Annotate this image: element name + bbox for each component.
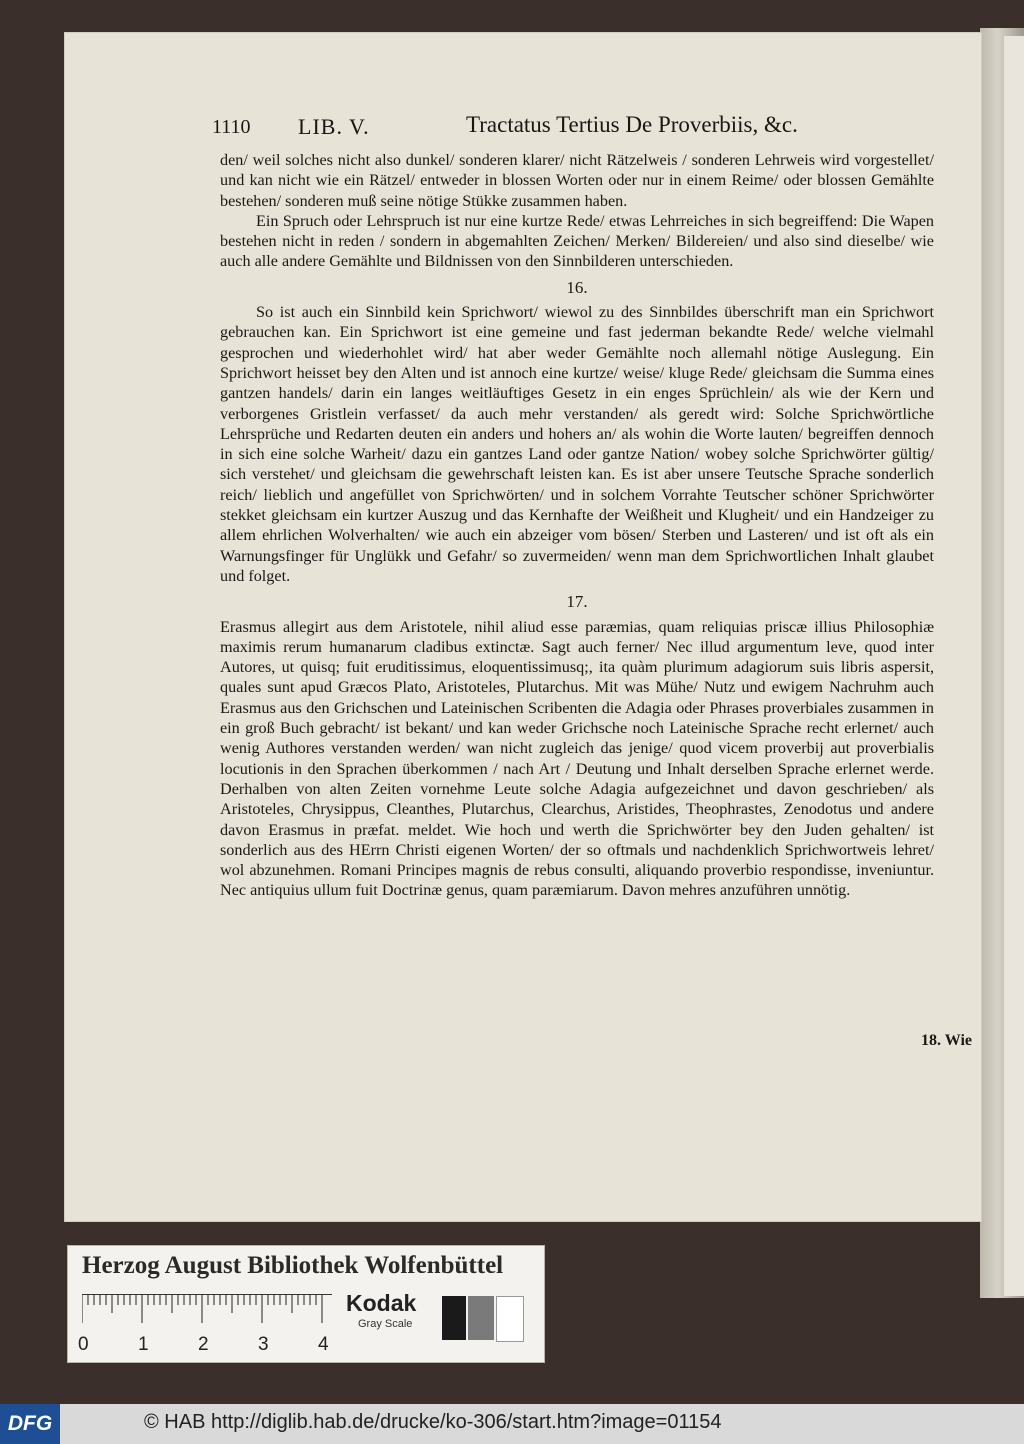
- dfg-logo: DFG: [0, 1404, 60, 1444]
- paragraph: So ist auch ein Sinnbild kein Sprichwort/ wiewol zu des Sinnbildes überschrift man ein Sprichwort gebrauchen kan. Ein Sprichwort ist eine gemeine und fast jederman bekandte Rede/ welche vielmahl gesprochen und wiederhohlet wird/ hat aber weder Gemählte noch allemahl nötige Auslegung. Ein Sprichwort heisset bey den Alten und ist annoch eine kurtze/ weise/ kluge Rede/ gleichsam die Summa eines gantzen handels/ darin ein langes weitläuftiges Gesetz in ein enges Sprüchlein/ als wie der Kern und verborgenes Gristlein verfasset/ da auch mehr verstanden/ als geredt wird: Solche Sprichwörtliche Lehrsprüche und Redarten deuten ein anders und hohers an/ als wohin die Worte lauten/ begreiffen dennoch in sich eine solche Warheit/ dazu ein gantzes Land oder gantze Nation/ wobey solche Sprichwörter gültig/ sich verstehet/ und gleichsam die gewehrschaft leisten kan. Es ist aber unsere Teutsche Sprache sonderlich reich/ lieblich und angefüllet von Sprichwörten/ und in solchem Vorrahte Teutscher schöner Sprichwörter stekket gleichsam ein kurtzer Auszug und das Kernhafte der Weißheit und Klugheit/ und ein Handzeiger zu allem ehrlichen Wolverhalten/ wie auch ein abzeiger vom bösen/ Sterben und Lasteren/ und ist oft als ein Warnungsfinger für Unglükk und Gefahr/ so zuvermeiden/ wenn man dem Sprichwortlichen Inhalt glaubet und folget.: [220, 303, 934, 585]
- gray-scale-caption: Gray Scale: [358, 1318, 413, 1330]
- running-title: Tractatus Tertius De Proverbiis, &c.: [466, 112, 798, 137]
- gray-swatch-mid: [468, 1296, 494, 1340]
- kodak-brand: Kodak: [346, 1290, 417, 1316]
- footer-bar: [0, 1404, 1024, 1444]
- ruler-number: 3: [258, 1334, 269, 1355]
- ruler-number: 1: [138, 1334, 149, 1355]
- book-label: LIB. V.: [298, 114, 370, 139]
- paragraph: Ein Spruch oder Lehrspruch ist nur eine kurtze Rede/ etwas Lehrreiches in sich begreiffend: Die Wapen bestehen nicht in reden / sondern in abgemahlten Zeichen/ Merken/ Bildereien/ und also sind dieselbe/ wie auch alle andere Gemählte und Bildnissen von den Sinnbilderen unterschieden.: [220, 211, 934, 271]
- paragraph: den/ weil solches nicht also dunkel/ sonderen klarer/ nicht Rätzelweis / sonderen Lehrweis wird vorgestellet/ und kan nicht wie ein Rätzel/ entweder in blossen Worten oder nur in einem Reime/ oder blossen Gemählte bestehen/ sonderen muß seine nötige Stükke zusammen haben.: [220, 151, 934, 210]
- ruler: [78, 1294, 332, 1355]
- page-header: [212, 112, 934, 142]
- ruler-ticks: [82, 1294, 332, 1325]
- book-edge-pages: [1004, 36, 1024, 1296]
- ruler-number: 4: [318, 1334, 329, 1355]
- gray-swatch-black: [442, 1296, 466, 1340]
- paragraph: Erasmus allegirt aus dem Aristotele, nihil aliud esse paræmias, quam reliquias priscæ illius Philosophiæ maximis rerum humanarum cladibus extinctæ. Sagt auch ferner/ Nec illud argumentum leve, quod inter Autores, ut quisq; fuit eruditissimus, eloquentissimusq;, ita quàm plurimum adagiorum suis libris aspersit, quales sunt apud Græcos Plato, Aristoteles, Plutarchus. Mit was Mühe/ Nutz und ewigem Nachruhm auch Erasmus aus den Grichschen und Lateinischen Scribenten die Adagia oder Phrases proverbiales zusammen in ein groß Buch gebracht/ ist bekant/ und kan weder Grichsche noch Lateinische Sprache recht erlernet/ auch wenig Authores verstanden werden/ wan nicht zugleich das jenige/ quod vicem proverbij aut proverbialis locutionis in den Sprachen überkommen / nach Art / Deutung und Inhalt derselben Sprache erlernet werde. Derhalben von alten Zeiten vornehme Leute solche Adagia aufgezeichnet und davon geschrieben/ als Aristoteles, Chrysippus, Cleanthes, Plutarchus, Clearchus, Aristides, Theophrastes, Zenodotus und andere davon Erasmus in præfat. meldet. Wie hoch und werth die Sprichwörter bey den Juden gehalten/ ist sonderlich aus des HErrn Christi eigenen Worten/ der so oftmals und nachdenklich Sprichwortweis lehret/ wol abzunehmen. Romani Principes magnis de rebus consulti, aliquando proverbio respondisse, inveniuntur. Nec antiquius ullum fuit Doctrinæ genus, quam paræmiarum. Davon mehres anzuführen unnötig.: [220, 617, 934, 900]
- page-number: 1110: [212, 116, 251, 138]
- section-number: 16.: [566, 277, 588, 297]
- ruler-number: 2: [198, 1334, 209, 1355]
- catchword: 18. Wie: [921, 1032, 972, 1049]
- ruler-number: 0: [78, 1334, 89, 1355]
- gray-swatch-white: [496, 1296, 524, 1342]
- library-label-card: [67, 1245, 545, 1363]
- section-number: 17.: [566, 592, 588, 612]
- library-name: Herzog August Bibliothek Wolfenbüttel: [82, 1252, 504, 1279]
- page-body: [220, 150, 934, 901]
- copyright-url[interactable]: © HAB http://diglib.hab.de/drucke/ko-306/start.htm?image=01154: [144, 1411, 722, 1433]
